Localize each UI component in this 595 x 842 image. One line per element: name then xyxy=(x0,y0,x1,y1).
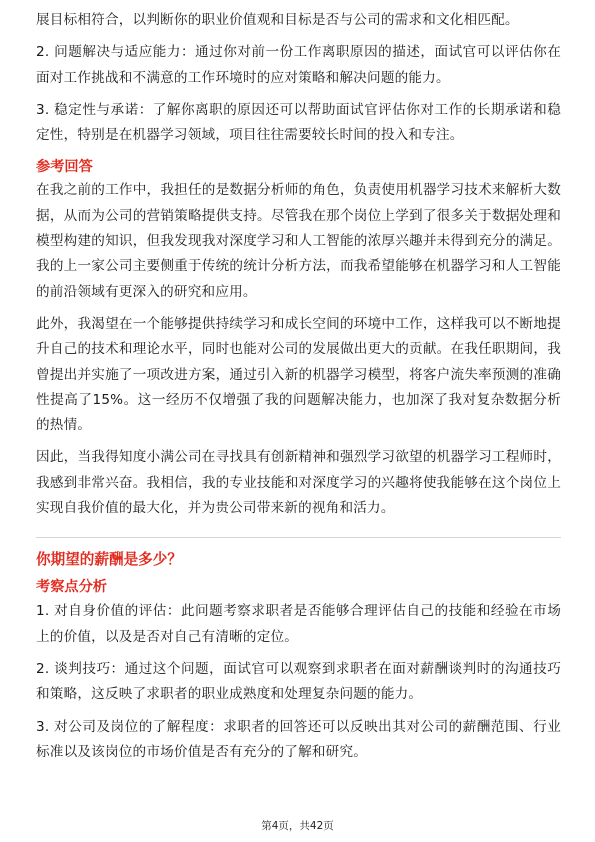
reference-answer-section xyxy=(36,156,561,521)
analysis-point: 2. 问题解决与适应能力：通过你对前一份工作离职原因的描述，面试官可以评估你在面对工作挑战和不满意的工作环境时的应对策略和解决问题的能力。 xyxy=(36,44,561,86)
previous-analysis-section xyxy=(36,8,561,148)
analysis-point: 2. 谈判技巧：通过这个问题，面试官可以观察到求职者在面对薪酬谈判时的沟通技巧和策略，这反映了求职者的职业成熟度和处理复杂问题的能力。 xyxy=(36,660,561,703)
question-section xyxy=(36,548,561,765)
analysis-point: 1. 对自身价值的评估：此问题考察求职者是否能够合理评估自己的技能和经验在市场上的价值，以及是否对自己有清晰的定位。 xyxy=(36,603,561,645)
page-number: 第4页，共42页 xyxy=(261,820,334,832)
reference-answer-heading: 参考回答 xyxy=(36,159,93,176)
analysis-point: 3. 对公司及岗位的了解程度：求职者的回答还可以反映出其对公司的薪酬范围、行业标准以及该岗位的市场价值是否有充分的了解和研究。 xyxy=(36,718,561,760)
analysis-point: 3. 稳定性与承诺：了解你离职的原因还可以帮助面试官评估你对工作的长期承诺和稳定性，特别是在机器学习领域，项目往往需要较长时间的投入和专注。 xyxy=(36,101,561,144)
analysis-heading: 考察点分析 xyxy=(36,579,107,596)
question-title: 你期望的薪酬是多少？ xyxy=(36,551,182,569)
analysis-paragraph: 展目标相符合，以判断你的职业价值观和目标是否与公司的需求和文化相匹配。 xyxy=(36,12,519,28)
answer-paragraph: 在我之前的工作中，我担任的是数据分析师的角色，负责使用机器学习技术来解析大数据，从而为公司的营销策略提供支持。尽管我在那个岗位上学到了很多关于数据处理和模型构建的知识，但我发现我对深度学习和人工智能的浓厚兴趣并未得到充分的满足。我的上一家公司主要侧重于传统的统计分析方法，而我希望能够在机器学习和人工智能的前沿领域有更深入的研究和应用。 xyxy=(36,182,561,300)
answer-paragraph: 此外，我渴望在一个能够提供持续学习和成长空间的环境中工作，这样我可以不断地提升自己的技术和理论水平，同时也能对公司的发展做出更大的贡献。在我任职期间，我曾提出并实施了一项改进方案，通过引入新的机器学习模型，将客户流失率预测的准确性提高了15%。这一经历不仅增强了我的问题解决能力，也加深了我对复杂数据分析的热情。 xyxy=(36,315,561,434)
section-divider xyxy=(36,537,561,538)
answer-paragraph: 因此，当我得知度小满公司在寻找具有创新精神和强烈学习欲望的机器学习工程师时，我感到非常兴奋。我相信，我的专业技能和对深度学习的兴趣将使我能够在这个岗位上实现自我价值的最大化，并为贵公司带来新的视角和活力。 xyxy=(36,449,561,517)
